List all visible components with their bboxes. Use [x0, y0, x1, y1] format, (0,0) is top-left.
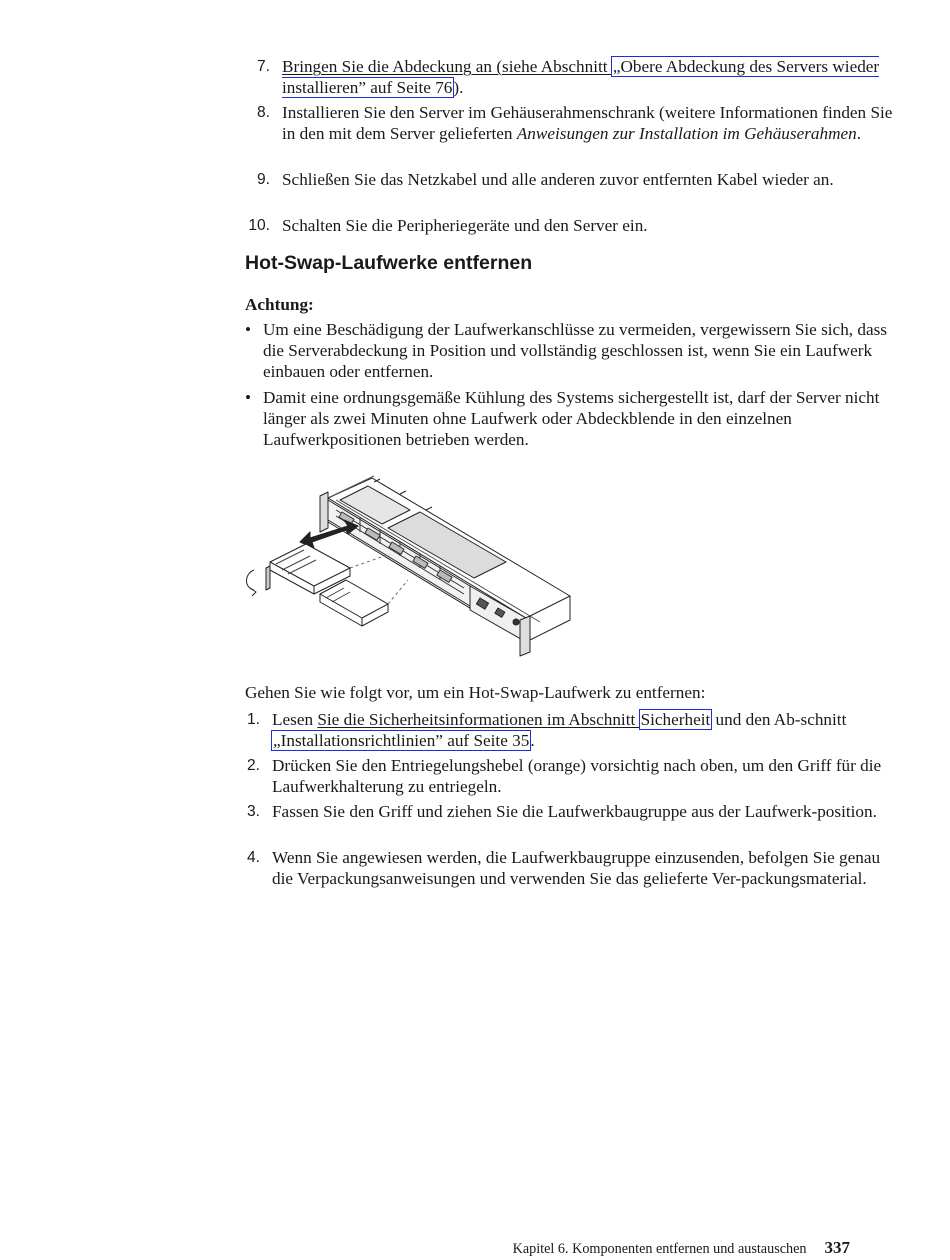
chapter-title: Kapitel 6. Komponenten entfernen und austauschen [512, 1241, 807, 1257]
steps-list-top [248, 57, 902, 237]
step-number: 8. [256, 104, 270, 121]
step-9: 9. Schließen Sie das Netzkabel und alle anderen zuvor entfernten Kabel wieder an. [282, 170, 902, 216]
step-number: 10. [248, 217, 270, 234]
bullet-marker: • [245, 320, 252, 339]
page-footer [513, 1238, 850, 1258]
step-number: 2. [246, 757, 260, 774]
step-10: 10. Schalten Sie die Peripheriegeräte und den Server ein. [282, 216, 902, 237]
step-number: 7. [256, 58, 270, 75]
step-2: 2. Drücken Sie den Entriegelungshebel (orange) vorsichtig nach oben, um den Griff für die Laufwerkhalterung zu entriegeln. [272, 756, 902, 802]
step-4: 4. Wenn Sie angewiesen werden, die Laufwerkbaugruppe einzusenden, befolgen Sie genau die Verpackungsanweisungen und verwenden Sie das gelieferte Ver-packungsmaterial. [272, 848, 902, 890]
bullet-item: Um eine Beschädigung der Laufwerkanschlüsse zu vermeiden, vergewissern Sie sich, dass die Serverabdeckung in Position und vollständig geschlossen ist, wenn Sie ein Laufwerk einbauen oder entfernen. [263, 320, 887, 381]
step-8: 8. Installieren Sie den Server im Gehäuserahmenschrank (weitere Informationen finden Sie in den mit dem Server gelieferten Anweisungen zur Installation im Gehäuserahmen. [282, 103, 902, 170]
step-number: 3. [246, 803, 260, 820]
step-number: 4. [246, 849, 260, 866]
step-1: 1. Lesen Sie die Sicherheitsinformationen im Abschnitt Sicherheit und den Ab-schnitt „Installationsrichtlinien” auf Seite 35. [272, 710, 902, 756]
section-title: Hot-Swap-Laufwerke entfernen [245, 252, 533, 274]
step-3: 3. Fassen Sie den Griff und ziehen Sie die Laufwerkbaugruppe aus der Laufwerk-position. [272, 802, 902, 848]
bullet-item: Damit eine ordnungsgemäße Kühlung des Systems sichergestellt ist, darf der Server nicht länger als zwei Minuten ohne Laufwerk oder Abdeckblende in den einzelnen Laufwerkpositionen betrieben werden. [263, 388, 880, 449]
bullet-marker: • [245, 388, 252, 407]
page-number: 337 [824, 1238, 850, 1257]
steps-list-bottom [246, 710, 902, 890]
step-7: 7. Bringen Sie die Abdeckung an (siehe Abschnitt „Obere Abdeckung des Servers wieder installieren” auf Seite 76). [282, 57, 902, 103]
attention-label: Achtung: [245, 295, 314, 314]
step-number: 9. [256, 171, 270, 188]
procedure-intro: Gehen Sie wie folgt vor, um ein Hot-Swap-Laufwerk zu entfernen: [245, 683, 706, 702]
hot-swap-drive-figure [240, 470, 580, 660]
link-obere-abdeckung[interactable]: „Obere Abdeckung des Servers wieder installieren” auf Seite 76 [282, 57, 880, 97]
link-sicherheit[interactable]: Sicherheit [640, 710, 711, 729]
step-number: 1. [246, 711, 260, 728]
link-installationsrichtlinien[interactable]: „Installationsrichtlinien” auf Seite 35 [273, 730, 530, 750]
